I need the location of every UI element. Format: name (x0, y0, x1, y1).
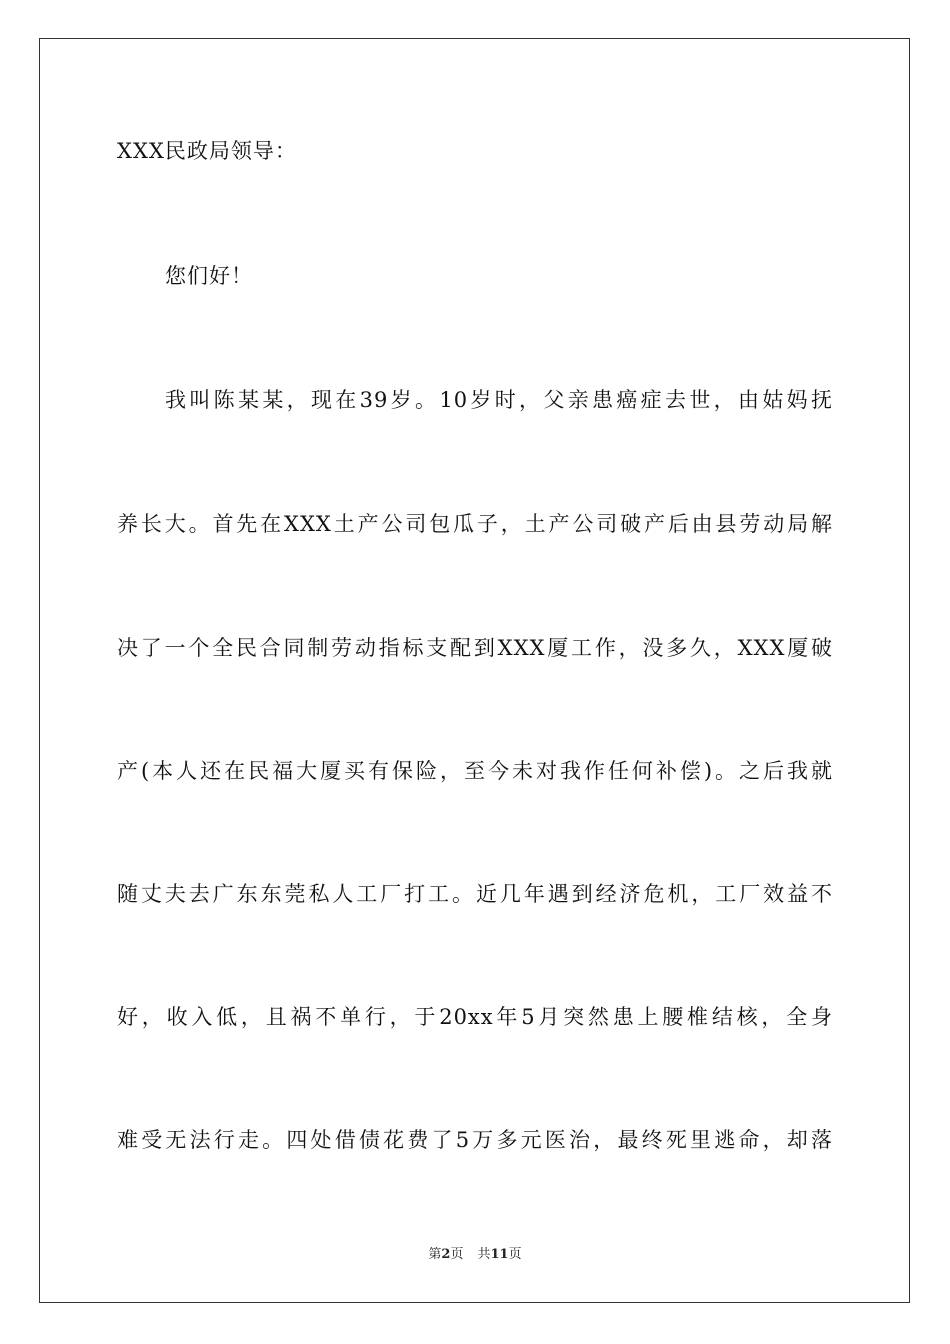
body-line-4: 产(本人还在民福大厦买有保险，至今未对我作任何补偿)。之后我就 (117, 759, 833, 783)
page-border (39, 38, 910, 1303)
body-line-2: 养长大。首先在XXX土产公司包瓜子，土产公司破产后由县劳动局解 (117, 512, 833, 536)
total-prefix: 共 (477, 1247, 491, 1262)
body-line-7: 难受无法行走。四处借债花费了5万多元医治，最终死里逃命，却落 (117, 1128, 833, 1152)
total-suffix: 页 (508, 1247, 522, 1262)
page-current: 2 (441, 1247, 451, 1262)
page-footer (0, 1246, 950, 1264)
body-line-6: 好，收入低，且祸不单行，于20xx年5月突然患上腰椎结核，全身 (117, 1005, 833, 1029)
greeting: 您们好！ (165, 264, 253, 288)
body-line-1: 我叫陈某某，现在39岁。10岁时，父亲患癌症去世，由姑妈抚 (165, 388, 833, 412)
salutation: XXX民政局领导： (117, 139, 297, 163)
body-line-5: 随丈夫去广东东莞私人工厂打工。近几年遇到经济危机，工厂效益不 (117, 882, 833, 906)
body-line-3: 决了一个全民合同制劳动指标支配到XXX厦工作，没多久，XXX厦破 (117, 636, 833, 660)
page-prefix: 第 (428, 1247, 442, 1262)
page-suffix: 页 (450, 1247, 464, 1262)
total-pages: 11 (490, 1247, 509, 1262)
